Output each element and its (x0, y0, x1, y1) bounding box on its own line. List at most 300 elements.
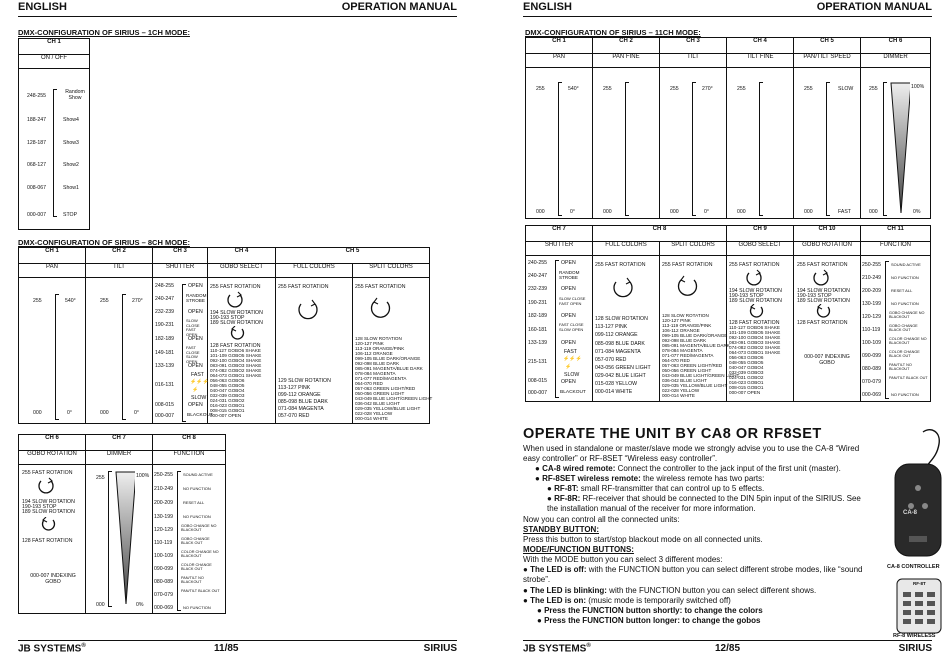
range-label: 240-247 (155, 296, 175, 302)
ch-subtitle: GOBO ROTATION (19, 451, 86, 465)
range-label: 110-119 (154, 540, 173, 546)
ch-subtitle: FULL COLORS (593, 242, 660, 256)
function-label: RESET ALL (183, 500, 205, 505)
bullet-led-off: ● The LED is off: with the FUNCTION button you can select different strobe modes, like “sound strobe”. (523, 565, 863, 585)
ch-subtitle: FULL COLORS (276, 264, 353, 278)
standby-heading: STANDBY BUTTON: (523, 525, 599, 534)
section-8ch-title: DMX-CONFIGURATION OF SIRIUS – 8CH MODE: (18, 238, 190, 247)
gobo-row: 008-015 GOBO1 (729, 385, 764, 390)
color-row: 085-091 MAGENTA/BLUE DARK (662, 343, 730, 348)
shutter-label: BLACKOUT (560, 390, 586, 395)
dimmer-ramp (890, 82, 910, 214)
rotation-arrow-icon (676, 274, 700, 300)
function-label: COLOR CHANGE BLACK OUT (889, 350, 920, 359)
shutter-label: FAST CLOSE SLOW OPEN (559, 322, 584, 332)
gobo-rot-row: 128 FAST ROTATION (22, 538, 73, 544)
function-label: GOBO CHANGE BLACK OUT (181, 537, 210, 546)
range-label: 149-181 (155, 350, 175, 356)
range-label: 016-131 (155, 382, 175, 388)
gobo-row: 092-100 GOBO4 SHAKE (729, 335, 781, 340)
degree-top: 540° (65, 298, 76, 304)
range-label: 128-187 (27, 140, 47, 146)
table-11ch-row1 (525, 37, 931, 219)
range-value: Show3 (63, 140, 79, 146)
color-row: 128 SLOW ROTATION (662, 313, 709, 318)
ch-subtitle: SHUTTER (526, 242, 593, 256)
ch-title: CH 4 (727, 38, 794, 54)
color-row: 043-056 GREEN LIGHT (595, 365, 651, 371)
color-row: 050-056 GREEN LIGHT (355, 391, 405, 396)
gobo-row: 056-063 GOBO6 (729, 355, 764, 360)
gobo-row: 194 SLOW ROTATION (210, 310, 263, 316)
tilt-body (660, 68, 727, 219)
shutter-label: OPEN (188, 283, 203, 289)
range-label: 080-089 (154, 579, 174, 585)
shutter-label: FAST (564, 349, 577, 355)
range-label: 133-139 (528, 340, 548, 346)
range-label: 190-231 (528, 300, 548, 306)
table-8ch (18, 247, 433, 424)
gobo-row: 110-127 GOBO6 SHAKE (729, 325, 780, 330)
rf8-wireless-picture (891, 578, 945, 634)
range-value: Show2 (63, 162, 79, 168)
ca8-device-label: CA-8 (903, 510, 918, 516)
speed-bottom: FAST (838, 209, 851, 215)
range-value: Show1 (63, 185, 79, 191)
gobo-rot-row: 255 FAST ROTATION (22, 470, 73, 476)
percent-bottom: 0% (913, 209, 921, 215)
value-top: 255 (33, 298, 42, 304)
rotation-arrow-icon (39, 517, 59, 533)
ch-subtitle: SPLIT COLORS (660, 242, 727, 256)
footer-product: SIRIUS (423, 643, 457, 654)
color-row: 120-127 PINK (662, 318, 691, 323)
footer-brand: JB SYSTEMS® (523, 643, 591, 655)
function-label: NO FUNCTION (183, 486, 211, 491)
ch-title: CH 1 (19, 39, 90, 55)
range-value: Show4 (63, 117, 79, 123)
bullet-rf8set: ● RF-8SET wireless remote: the wireless remote has two parts: (535, 474, 765, 483)
tilt-fine-body (727, 68, 794, 219)
shutter-label: SLOW (564, 372, 580, 378)
ch-title: CH 5 (794, 38, 861, 54)
header-language: ENGLISH (18, 1, 67, 13)
shutter-label: RANDOM STROBE (559, 270, 580, 280)
pan-body (19, 278, 86, 424)
range-value: Random Show (65, 89, 85, 101)
page-footer (18, 640, 457, 655)
ca8-caption: CA-8 CONTROLLER (887, 564, 940, 570)
gobo-row: 083-091 GOBO3 SHAKE (210, 363, 262, 368)
value-bottom: 000 (670, 209, 679, 215)
range-label: 000-069 (862, 392, 882, 398)
color-row: 036-042 BLUE LIGHT (355, 401, 400, 406)
footer-page-number: 12/85 (715, 643, 741, 654)
ch-title: CH 9 (727, 226, 794, 242)
rotation-arrow-icon (228, 326, 248, 342)
gobo-row: 016-023 GOBO1 (210, 403, 245, 408)
gobo-row: 189 SLOW ROTATION (210, 320, 263, 326)
shutter-label: FAST CLOSE SLOW OPEN (186, 345, 200, 364)
gobo-row: 024-031 GOBO2 (729, 375, 764, 380)
page-footer (523, 640, 932, 655)
split-colors-body (353, 278, 433, 424)
color-row: 071-084 MAGENTA (278, 406, 324, 412)
bullet-led-blinking: ● The LED is blinking: with the FUNCTION button you can select different shows. (523, 586, 817, 595)
gobo-rotation-body (794, 256, 861, 402)
color-row: 071-077 RED/MAGENTA (662, 353, 714, 358)
range-bracket (558, 82, 562, 216)
shutter-label: OPEN (561, 379, 576, 385)
ch-title: CH 4 (208, 248, 276, 264)
lightning-icon: ⚡⚡⚡ (190, 379, 209, 385)
color-row: 071-084 MAGENTA (595, 349, 641, 355)
ch-subtitle: ON / OFF (19, 55, 90, 69)
gobo-row: 101-109 GOBO5 SHAKE (210, 353, 262, 358)
gobo-rotation-body (19, 465, 86, 614)
color-row: 113-119 ORANGE/PINK (355, 346, 405, 351)
shutter-body (526, 256, 593, 402)
degree-top: 270° (132, 298, 143, 304)
color-row: 255 FAST ROTATION (278, 284, 329, 290)
value-top: 255 (869, 86, 878, 92)
bullet-rf8t: ● RF-8T: small RF-transmitter that can control up to 5 effects. (547, 484, 765, 493)
ch-title: CH 10 (794, 226, 861, 242)
ch-subtitle: GOBO ROTATION (794, 242, 861, 256)
gobo-rot-row: 194 SLOW ROTATION (22, 499, 75, 505)
percent-top: 100% (911, 84, 925, 90)
function-label: PAN/TILT BLACK OUT (889, 376, 928, 380)
ch-title: CH 8 (153, 435, 226, 451)
color-row: 099-105 BLUE DARK/ORANGE (355, 356, 421, 361)
standby-text: Press this button to start/stop blackout mode on all connected units. (523, 535, 763, 544)
gobo-row: 194 SLOW ROTATION (729, 288, 782, 294)
ch-title: CH 7 (526, 226, 593, 242)
function-label: NO FUNCTION (183, 605, 211, 610)
gobo-row: 255 FAST ROTATION (210, 284, 261, 290)
bullet-led-on: ● The LED is on: (music mode is temporarily switched off) (523, 596, 731, 605)
degree-bottom: 0° (67, 410, 72, 416)
split-colors-body (660, 256, 740, 402)
ch-title: CH 2 (593, 38, 660, 54)
color-row: 071-077 RED/MAGENTA (355, 376, 407, 381)
page-header (18, 0, 457, 17)
range-label: 215-131 (528, 359, 548, 365)
ca8-controller-picture (875, 426, 945, 564)
full-colors-body (276, 278, 353, 424)
color-row: 043-049 BLUE LIGHT/GREEN LIGHT (355, 396, 433, 401)
value-bottom: 000 (536, 209, 545, 215)
ch-title: CH 8 (593, 226, 727, 242)
gobo-row: 092-100 GOBO4 SHAKE (210, 358, 262, 363)
function-label: COLOR CHANGE BLACK OUT (181, 563, 212, 572)
shutter-label: OPEN (561, 313, 576, 319)
ch1-body (19, 69, 90, 230)
gobo-row: 024-031 GOBO2 (210, 398, 245, 403)
left-page (0, 0, 475, 654)
ch-subtitle: FUNCTION (153, 451, 226, 465)
range-label: 008-015 (528, 378, 548, 384)
shutter-label: FAST (191, 372, 204, 378)
full-colors-body (593, 256, 660, 402)
range-label: 248-255 (27, 93, 47, 99)
mode-heading: MODE/FUNCTION BUTTONS: (523, 545, 634, 554)
ch-subtitle: GOBO SELECT (208, 264, 276, 278)
gobo-row: 110-127 GOBO6 SHAKE (210, 348, 261, 353)
shutter-label: OPEN (561, 286, 576, 292)
gobo-rot-row: 189 SLOW ROTATION (22, 509, 75, 515)
rotation-arrow-icon (814, 304, 834, 320)
bullet-press-long: ● Press the FUNCTION button longer: to change the gobos (537, 616, 761, 625)
ch-subtitle: DIMMER (861, 54, 931, 68)
range-label: 120-129 (862, 314, 882, 320)
rotation-arrow-icon (611, 276, 635, 302)
gobo-row: 074-082 GOBO2 SHAKE (210, 368, 262, 373)
color-row: 057-063 GREEN LIGHT/RED (355, 386, 416, 391)
function-label: PAN/TILT NO BLACKOUT (889, 363, 912, 372)
color-row: 128 SLOW ROTATION (355, 336, 402, 341)
range-label: 232-239 (528, 286, 548, 292)
color-row: 085-098 BLUE DARK (278, 399, 328, 405)
range-label: 068-127 (27, 162, 47, 168)
range-label: 070-079 (154, 592, 174, 598)
value-bottom: 000 (96, 602, 105, 608)
shutter-body (153, 278, 213, 424)
range-bracket (883, 82, 887, 216)
function-label: PAN/TILT BLACK OUT (181, 589, 220, 593)
color-row: 099-112 ORANGE (595, 332, 638, 338)
function-label: RESET ALL (891, 288, 913, 293)
function-label: GOBO CHANGE NO BLACKOUT (889, 311, 925, 320)
range-bracket (122, 294, 126, 420)
ch-title: CH 1 (19, 248, 86, 264)
shutter-label: OPEN (188, 309, 203, 315)
range-label: 188-247 (27, 117, 47, 123)
color-row: 120-127 PINK (355, 341, 384, 346)
function-label: SOUND ACTIVE (891, 262, 921, 267)
range-label: 000-007 (27, 212, 47, 218)
range-label: 200-209 (862, 288, 882, 294)
lightning-icon: ⚡ (565, 364, 572, 370)
shutter-label: OPEN (561, 340, 576, 346)
function-label: GOBO CHANGE NO BLACKOUT (181, 524, 217, 533)
header-title: OPERATION MANUAL (341, 1, 457, 13)
color-row: 255 FAST ROTATION (355, 284, 406, 290)
range-bracket (53, 89, 57, 217)
value-bottom: 000 (869, 209, 878, 215)
rf8-caption: RF-8 WIRELESS (893, 633, 936, 639)
rotation-arrow-icon (296, 298, 320, 324)
ch-subtitle: SHUTTER (153, 264, 208, 278)
color-row: 099-112 ORANGE (278, 392, 321, 398)
range-label: 248-255 (155, 283, 175, 289)
function-label: NO FUNCTION (891, 392, 919, 397)
right-page (475, 0, 950, 654)
rotation-arrow-icon (747, 304, 767, 320)
gobo-row: 064-073 GOBO1 SHAKE (729, 350, 781, 355)
rotation-arrow-icon (812, 269, 832, 287)
gobo-row: 040-047 GOBO4 (729, 365, 764, 370)
ch-title: CH 3 (660, 38, 727, 54)
color-row: 113-127 PINK (278, 385, 311, 391)
footer-product: SIRIUS (898, 643, 932, 654)
dimmer-body (86, 465, 153, 614)
tilt-body (86, 278, 153, 424)
color-row: 255 FAST ROTATION (595, 262, 646, 268)
shutter-label: OPEN (188, 336, 203, 342)
color-row: 029-035 YELLOW/BLUE LIGHT (662, 383, 728, 388)
gobo-row: 064-073 GOBO1 SHAKE (210, 373, 262, 378)
ch-subtitle: DIMMER (86, 451, 153, 465)
rotation-arrow-icon (37, 477, 57, 495)
value-bottom: 000 (804, 209, 813, 215)
lightning-icon: ⚡ (192, 387, 199, 393)
ch-subtitle: TILT FINE (727, 54, 794, 68)
gobo-rot-row: 190-193 STOP (22, 504, 57, 510)
section-1ch-title: DMX-CONFIGURATION OF SIRIUS – 1CH MODE: (18, 28, 190, 37)
gobo-select-body (727, 256, 794, 402)
range-bracket (55, 294, 59, 420)
value-bottom: 000 (737, 209, 746, 215)
color-row: 106-112 ORANGE (662, 328, 700, 333)
color-row: 000-014 WHITE (355, 416, 388, 421)
lightning-icon: ⚡⚡⚡ (563, 356, 582, 362)
color-row: 057-063 GREEN LIGHT/RED (662, 363, 723, 368)
color-row: 085-091 MAGENTA/BLUE DARK (355, 366, 423, 371)
shutter-label: OPEN (188, 402, 203, 408)
value-top: 255 (96, 475, 105, 481)
range-label: 110-119 (862, 327, 881, 333)
function-label: NO FUNCTION (891, 301, 919, 306)
ch-title: CH 6 (861, 38, 931, 54)
value-top: 255 (737, 86, 746, 92)
range-label: 200-209 (154, 500, 174, 506)
range-label: 000-069 (154, 605, 174, 611)
rotation-arrow-icon (226, 291, 246, 309)
pan-fine-body (593, 68, 660, 219)
range-label: 210-249 (154, 486, 174, 492)
range-label: 182-189 (155, 336, 175, 342)
color-row: 057-070 RED (595, 357, 627, 363)
color-row: 099-105 BLUE DARK/ORANGE (662, 333, 728, 338)
range-label: 100-109 (862, 340, 882, 346)
color-row: 078-084 MAGENTA (662, 348, 703, 353)
dimmer-body (861, 68, 931, 219)
degree-top: 540° (568, 86, 579, 92)
ch-title: CH 7 (86, 435, 153, 451)
shutter-label: SLOW CLOSE FAST OPEN (186, 318, 200, 337)
section-11ch-title: DMX-CONFIGURATION OF SIRIUS – 11CH MODE: (525, 28, 701, 37)
operate-title: OPERATE THE UNIT BY CA8 OR RF8SET (523, 426, 822, 442)
shutter-label: RANDOM STROBE (186, 293, 207, 303)
degree-bottom: 0° (704, 209, 709, 215)
function-label: COLOR CHANGE NO BLACKOUT (181, 550, 219, 559)
color-row: 113-127 PINK (595, 324, 628, 330)
gobo-row: 255 FAST ROTATION (729, 262, 780, 268)
table-1ch (18, 38, 90, 230)
value-top: 255 (536, 86, 545, 92)
percent-bottom: 0% (136, 602, 144, 608)
gobo-rot-row: 189 SLOW ROTATION (797, 298, 850, 304)
page-header (523, 0, 932, 17)
speed-top: SLOW (838, 86, 854, 92)
range-label: 090-099 (154, 566, 174, 572)
color-row: 022-028 YELLOW (355, 411, 393, 416)
gobo-row: 190-193 STOP (210, 315, 245, 321)
bullet-ca8: ● CA-8 wired remote: Connect the controller to the jack input of the first unit (master). (535, 464, 841, 473)
range-label: 120-129 (154, 527, 174, 533)
table-8ch-row2 (18, 434, 226, 614)
bullet-rf8r: ● RF-8R: RF-receiver that should be connected to the DIN 5pin input of the SIRIUS. See the installation manual of the receiver for more information. (547, 494, 861, 514)
header-language: ENGLISH (523, 1, 572, 13)
range-label: 100-109 (154, 553, 174, 559)
gobo-rot-row: 255 FAST ROTATION (797, 262, 848, 268)
ch-subtitle: PAN/TILT SPEED (794, 54, 861, 68)
gobo-row: 048-055 GOBO5 (729, 360, 764, 365)
range-label: 240-255 (528, 260, 548, 266)
color-row: 113-119 ORANGE/PINK (662, 323, 712, 328)
function-label: SOUND ACTIVE (183, 472, 213, 477)
gobo-row: 016-023 GOBO1 (729, 380, 764, 385)
gobo-row: 190-193 STOP (729, 293, 764, 299)
ch-title: CH 3 (153, 248, 208, 264)
value-bottom: 000 (33, 410, 42, 416)
range-label: 000-007 (155, 413, 175, 419)
gobo-row: 040-047 GOBO4 (210, 388, 245, 393)
ch-subtitle: FUNCTION (861, 242, 931, 256)
rotation-arrow-icon (745, 269, 765, 287)
range-bracket (692, 82, 696, 216)
gobo-row: 074-082 GOBO2 SHAKE (729, 345, 781, 350)
dimmer-ramp (115, 471, 135, 605)
color-row: 128 SLOW ROTATION (595, 316, 648, 322)
range-label: 182-189 (528, 313, 548, 319)
gobo-row: 008-015 GOBO1 (210, 408, 245, 413)
range-label: 160-181 (528, 327, 548, 333)
ch-subtitle: TILT (660, 54, 727, 68)
range-label: 210-249 (862, 275, 882, 281)
ch-subtitle: GOBO SELECT (727, 242, 794, 256)
ch-subtitle: PAN (526, 54, 593, 68)
color-row: 050-056 GREEN LIGHT (662, 368, 712, 373)
color-row: 000-014 WHITE (595, 389, 633, 395)
color-row: 255 FAST ROTATION (662, 262, 713, 268)
footer-page-number: 11/85 (214, 643, 239, 654)
degree-bottom: 0° (570, 209, 575, 215)
value-bottom: 000 (603, 209, 612, 215)
range-label: 240-247 (528, 273, 548, 279)
ch-subtitle: PAN FINE (593, 54, 660, 68)
color-row: 064-070 RED (662, 358, 690, 363)
ch-title: CH 11 (861, 226, 931, 242)
ch-subtitle: SPLIT COLORS (353, 264, 430, 278)
function-label: COLOR CHANGE NO BLACKOUT (889, 337, 927, 346)
value-top: 255 (100, 298, 109, 304)
gobo-row: 032-039 GOBO3 (729, 370, 764, 375)
operate-now: Now you can control all the connected units: (523, 515, 680, 524)
color-row: 078-084 MAGENTA (355, 371, 396, 376)
color-row: 064-070 RED (355, 381, 383, 386)
range-label: 190-231 (155, 322, 175, 328)
color-row: 015-028 YELLOW (595, 381, 638, 387)
color-row: 057-070 RED (278, 413, 310, 419)
value-top: 255 (804, 86, 813, 92)
pan-body (526, 68, 593, 219)
function-label: NO FUNCTION (183, 514, 211, 519)
gobo-row: 189 SLOW ROTATION (729, 298, 782, 304)
color-row: 022-028 YELLOW (662, 388, 700, 393)
color-row: 043-049 BLUE LIGHT/GREEN LIGHT (662, 373, 740, 378)
